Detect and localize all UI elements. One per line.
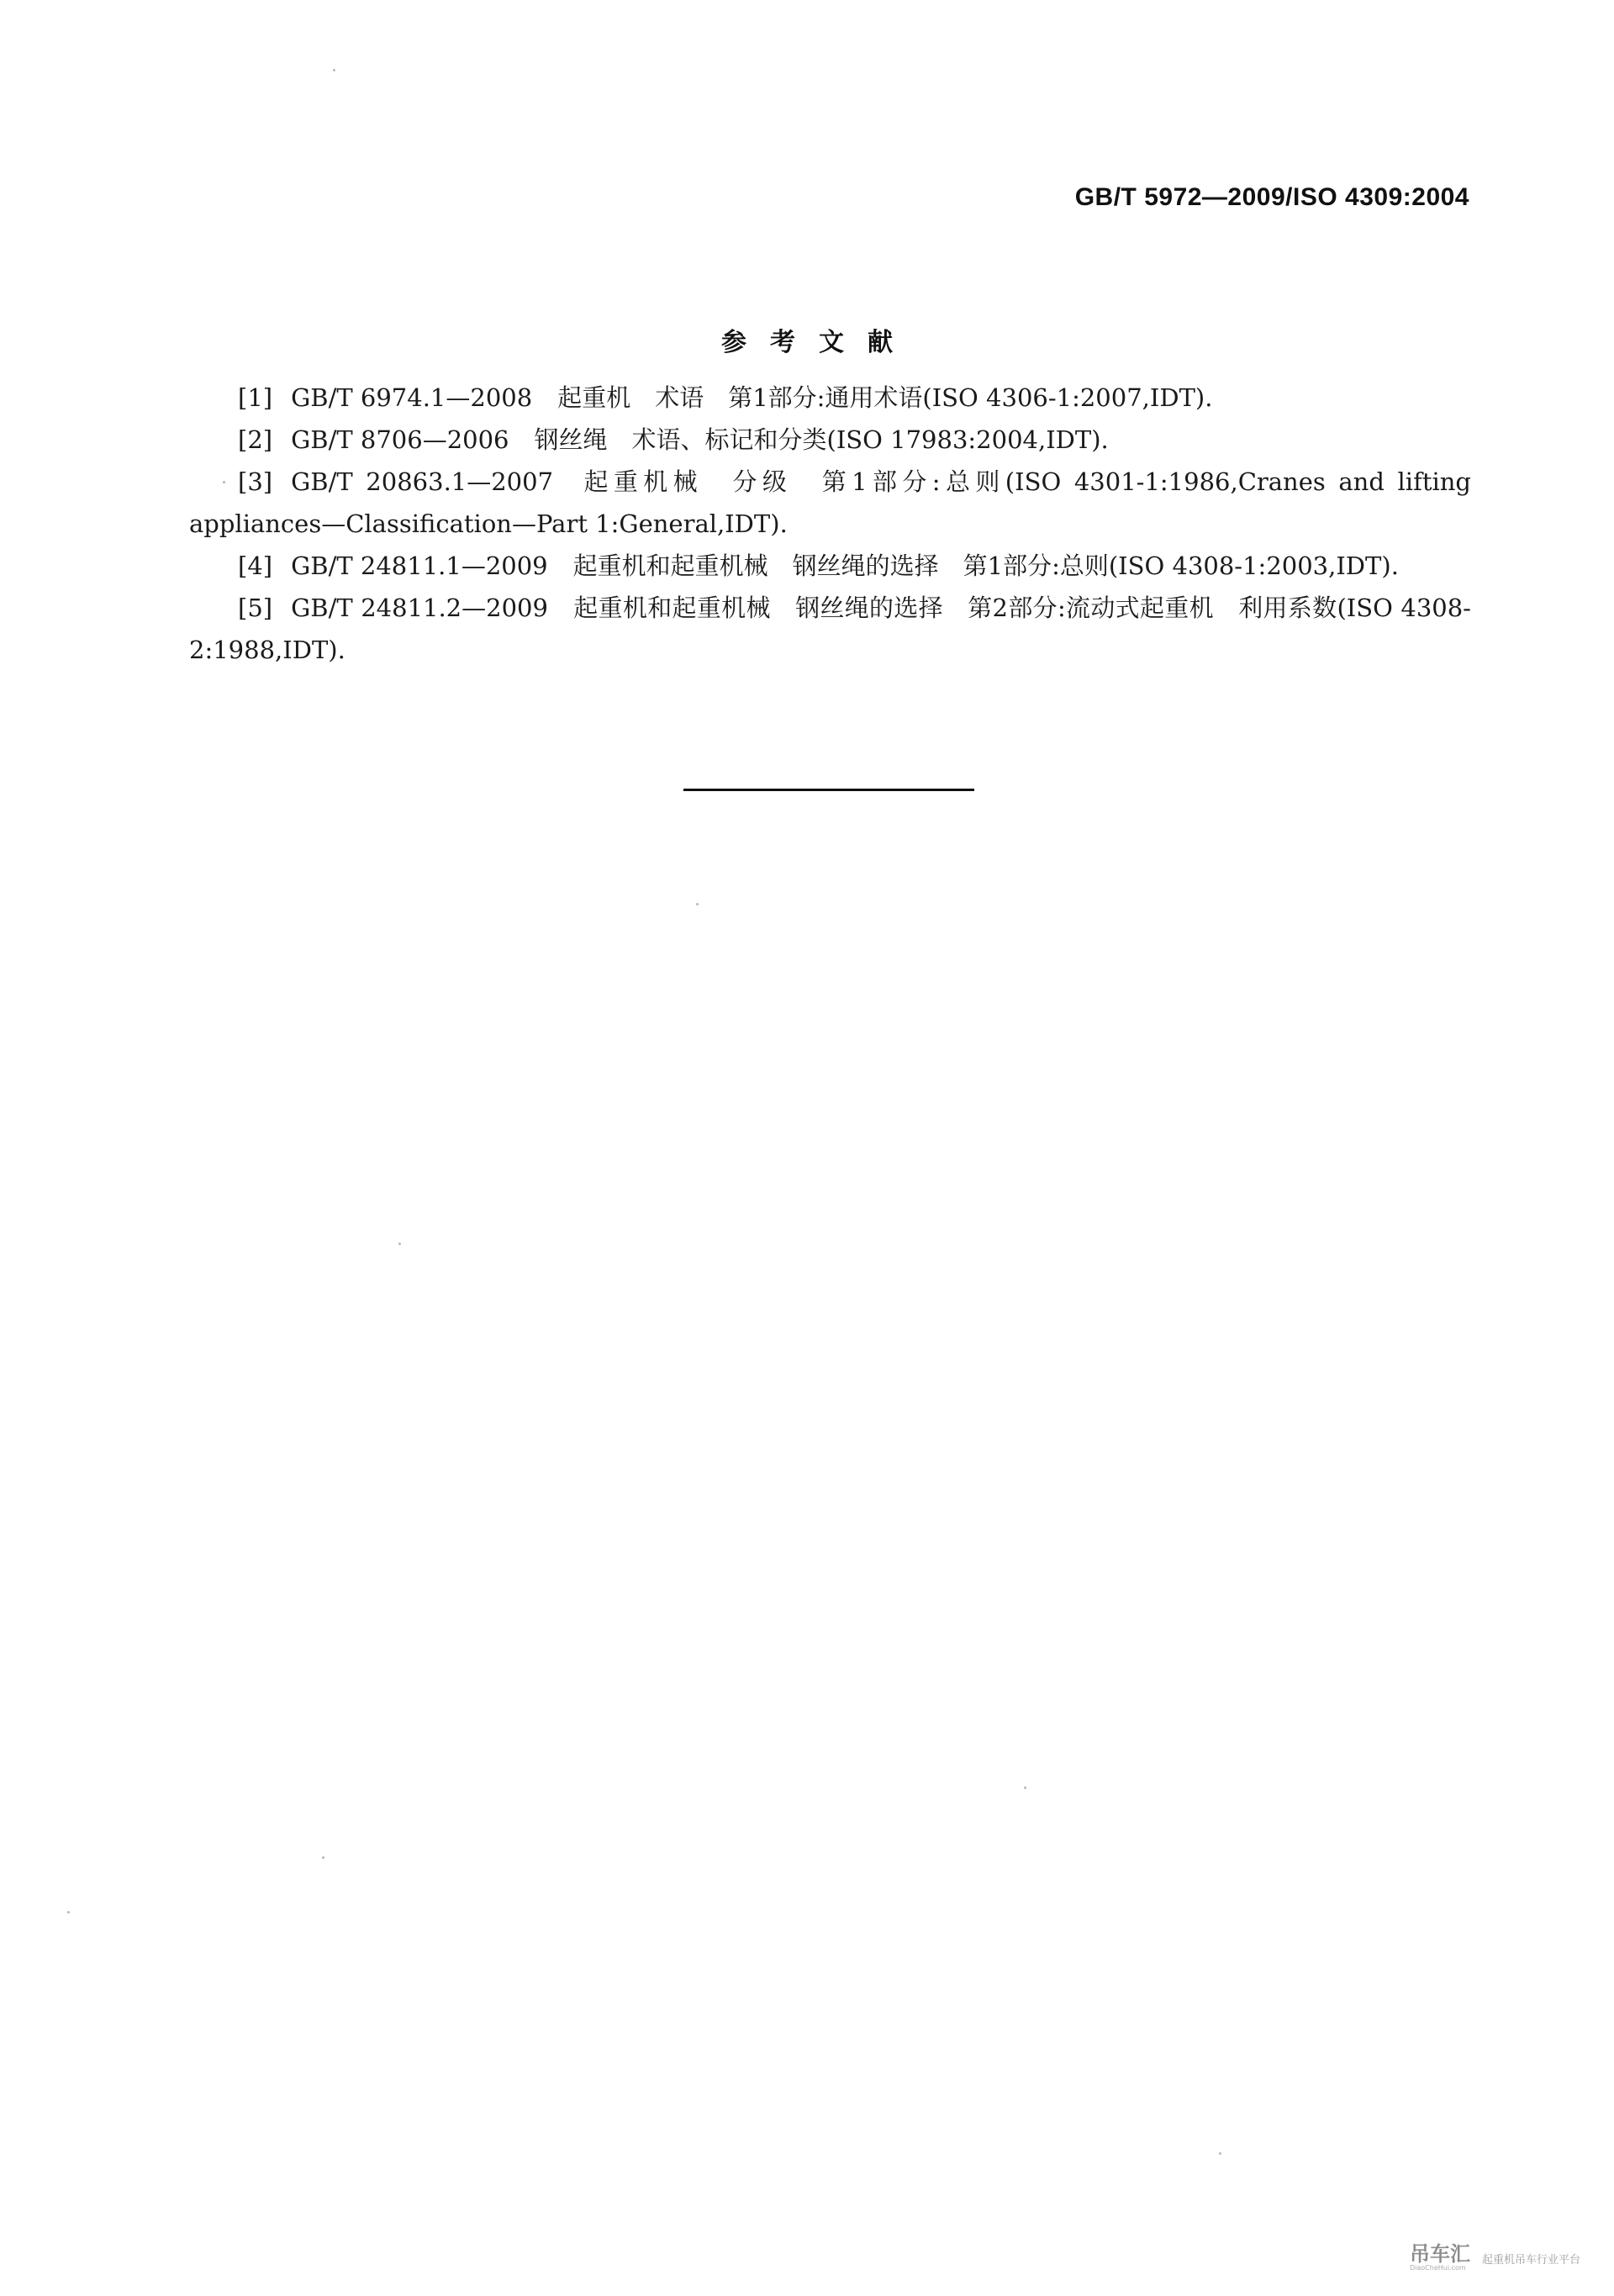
reference-item-4 xyxy=(189,545,1471,587)
watermark-domain: DiaoCheHui.com xyxy=(1409,2264,1466,2272)
scan-speck xyxy=(696,903,699,905)
reference-number: [2] xyxy=(238,425,273,454)
reference-item-1 xyxy=(189,377,1471,419)
watermark-brand: 吊车汇 xyxy=(1409,2242,1470,2266)
reference-code: GB/T 24811.2—2009 xyxy=(291,594,548,622)
reference-text: 起重机 术语 第1部分:通用术语(ISO 4306-1:2007,IDT). xyxy=(557,383,1213,412)
end-rule xyxy=(683,789,974,791)
reference-number: [4] xyxy=(238,552,273,580)
reference-text: 起重机和起重机械 钢丝绳的选择 第1部分:总则(ISO 4308-1:2003,IDT). xyxy=(572,552,1399,580)
scan-speck xyxy=(67,1911,70,1913)
reference-code: GB/T 8706—2006 xyxy=(291,425,509,454)
reference-item-3 xyxy=(189,461,1471,545)
watermark xyxy=(1410,2244,1580,2272)
reference-number: [1] xyxy=(238,383,273,412)
reference-item-5 xyxy=(189,587,1471,671)
reference-code: GB/T 24811.1—2009 xyxy=(291,552,548,580)
reference-code: GB/T 20863.1—2007 xyxy=(291,467,554,496)
scan-speck xyxy=(398,1243,401,1245)
reference-item-2 xyxy=(189,419,1471,461)
reference-text: 钢丝绳 术语、标记和分类(ISO 17983:2004,IDT). xyxy=(534,425,1109,454)
reference-number: [5] xyxy=(238,594,273,622)
scan-speck xyxy=(1024,1787,1026,1789)
references-list xyxy=(189,377,1471,671)
scan-speck xyxy=(223,481,225,483)
watermark-logo xyxy=(1410,2244,1470,2272)
watermark-slogan: 起重机吊车行业平台 xyxy=(1481,2253,1580,2267)
reference-text: 起重机和起重机械 钢丝绳的选择 第2部分:流动式起重机 利用系数(ISO 4308-2:1988,IDT). xyxy=(189,594,1471,664)
scan-speck xyxy=(1219,2152,1221,2155)
reference-number: [3] xyxy=(238,467,273,496)
scan-speck xyxy=(333,69,335,71)
references-heading: 参考文献 xyxy=(721,328,916,357)
reference-code: GB/T 6974.1—2008 xyxy=(291,383,533,412)
reference-text: 起重机械 分级 第1部分:总则(ISO 4301-1:1986,Cranes and lifting appliances—Classification—Part 1:General,IDT). xyxy=(189,467,1471,538)
scan-speck xyxy=(322,1856,324,1859)
standard-code: GB/T 5972—2009/ISO 4309:2004 xyxy=(1074,183,1469,211)
